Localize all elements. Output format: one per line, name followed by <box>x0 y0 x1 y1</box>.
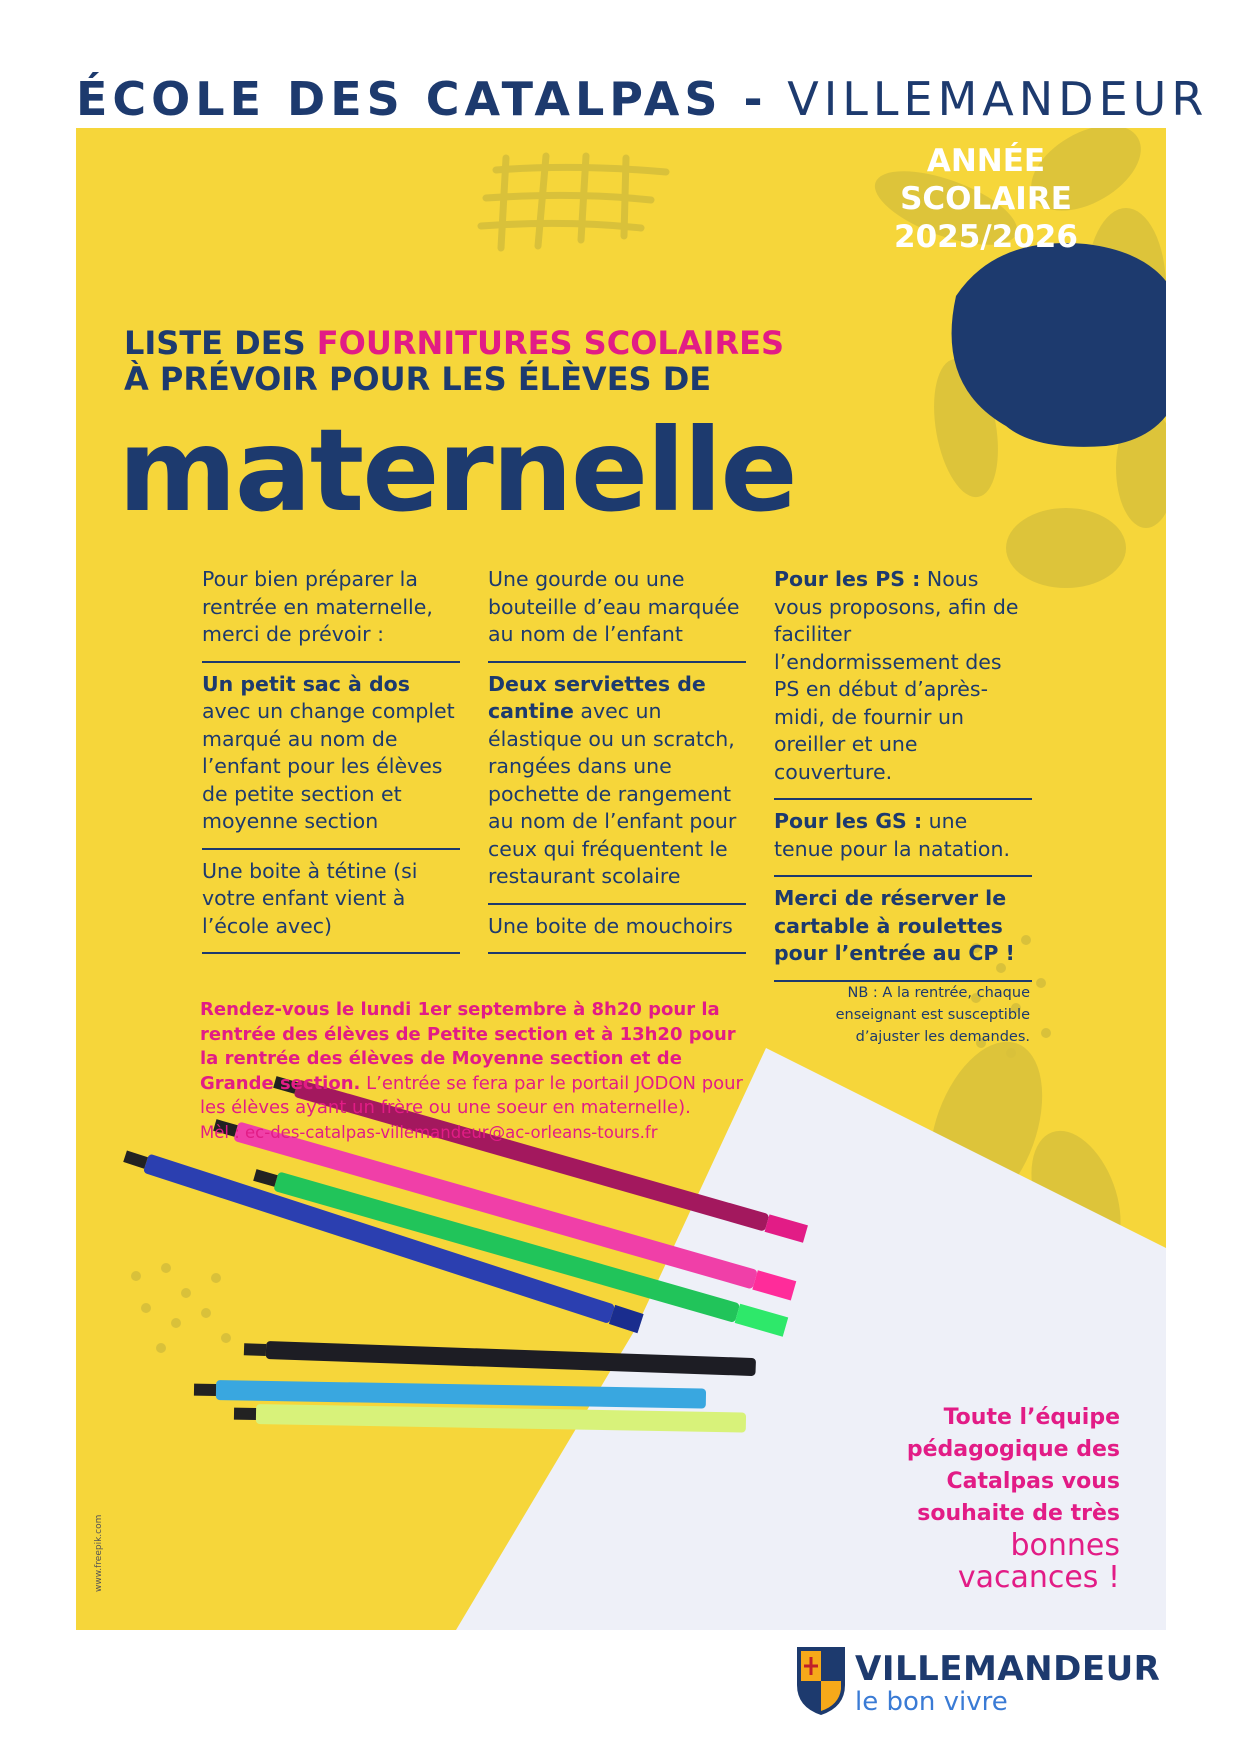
rendezvous-text: L’entrée se fera par le portail JODON pour les élèves ayant un frère ou une soeur en maternelle). <box>200 1072 743 1118</box>
badge-line-2: SCOLAIRE <box>900 181 1072 217</box>
farewell-line: vacances ! <box>957 1560 1120 1595</box>
town-logo <box>795 1645 1175 1725</box>
title-prefix: LISTE DES <box>124 324 317 362</box>
year-badge <box>876 142 1096 256</box>
title-highlight: FOURNITURES SCOLAIRES <box>316 324 784 362</box>
farewell-line: Catalpas vous <box>946 1469 1120 1494</box>
column-1 <box>202 566 460 954</box>
nb-line: enseignant est susceptible <box>835 1007 1030 1023</box>
image-credit: www.freepik.com <box>94 1514 104 1592</box>
item-bold: Pour les GS : <box>774 809 923 833</box>
contact-email: Mèl : ec-des-catalpas-villemandeur@ac-orleans-tours.fr <box>200 1122 658 1142</box>
item-text: une tenue pour la natation. <box>774 809 1010 861</box>
logo-name: VILLEMANDEUR <box>855 1649 1161 1689</box>
farewell-wish <box>830 1530 1120 1594</box>
list-item <box>774 566 1032 800</box>
list-item: Une boite à tétine (si votre enfant vient à l’école avec) <box>202 850 460 955</box>
item-bold: Deux serviettes de cantine <box>488 671 706 723</box>
list-item: Une gourde ou une bouteille d’eau marquée au nom de l’enfant <box>488 566 746 663</box>
column-3 <box>774 566 1032 982</box>
item-text: avec un change complet marqué au nom de l’enfant pour les élèves de petite section et moyenne section <box>202 699 455 833</box>
list-item: Une boite de mouchoirs <box>488 905 746 955</box>
item-text: avec un élastique ou un scratch, rangées dans une pochette de rangement au nom de l’enfant pour ceux qui fréquentent le restaurant scolaire <box>488 699 737 888</box>
page-header <box>76 72 1209 126</box>
year-badge-shape <box>936 236 1166 456</box>
column-2 <box>488 566 746 954</box>
list-item <box>202 663 460 850</box>
item-bold: Merci de réserver le cartable à roulettes pour l’entrée au CP ! <box>774 886 1015 965</box>
grid-doodle <box>481 156 666 248</box>
list-title <box>124 325 784 397</box>
list-item <box>774 877 1032 982</box>
list-item: Pour bien préparer la rentrée en maternelle, merci de prévoir : <box>202 566 460 663</box>
rendezvous-bold: Rendez-vous le lundi 1er septembre à 8h20 pour la rentrée des élèves de Petite section et à 13h20 pour la rentrée des élèves de Moyenne section et de Grande section. <box>200 999 736 1094</box>
item-text: Nous vous proposons, afin de faciliter l’endormissement des PS en début d’après-midi, de fournir un oreiller et une couverture. <box>774 567 1019 784</box>
badge-line-3: 2025/2026 <box>894 219 1078 255</box>
list-item <box>774 800 1032 877</box>
farewell-line: souhaite de très <box>917 1501 1120 1526</box>
big-title: maternelle <box>118 404 796 537</box>
farewell-line: bonnes <box>1010 1528 1120 1563</box>
nb-line: NB : A la rentrée, chaque <box>847 985 1030 1001</box>
farewell-message <box>830 1402 1120 1530</box>
logo-tagline: le bon vivre <box>855 1687 1008 1717</box>
farewell-line: Toute l’équipe <box>943 1405 1120 1430</box>
item-bold: Un petit sac à dos <box>202 671 410 696</box>
item-bold: Pour les PS : <box>774 567 921 591</box>
header-school-name: ÉCOLE DES CATALPAS - <box>76 72 768 126</box>
farewell-line: pédagogique des <box>906 1437 1120 1462</box>
title-line-2: À PRÉVOIR POUR LES ÉLÈVES DE <box>124 360 712 398</box>
town-crest-icon <box>795 1645 847 1717</box>
nb-line: d’ajuster les demandes. <box>855 1029 1030 1045</box>
header-town-name: VILLEMANDEUR <box>787 72 1209 126</box>
list-item <box>488 663 746 905</box>
rendezvous-info <box>200 998 760 1145</box>
badge-line-1: ANNÉE <box>926 143 1046 179</box>
